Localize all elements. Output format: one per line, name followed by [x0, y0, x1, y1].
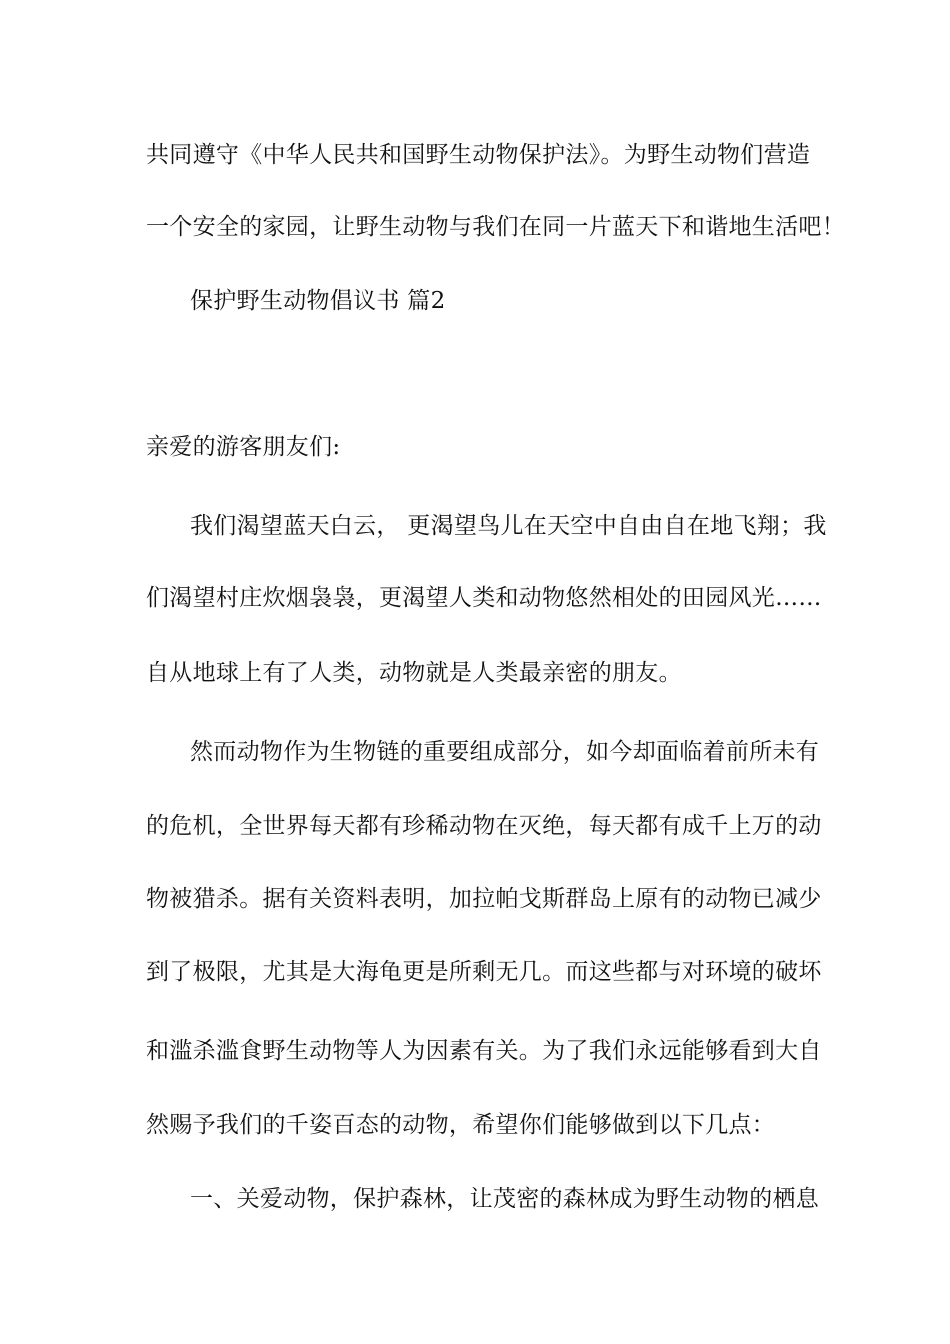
- body-text-line: 和滥杀滥食野生动物等人为因素有关。为了我们永远能够看到大自: [146, 1038, 822, 1064]
- body-text-line: 的危机，全世界每天都有珍稀动物在灭绝，每天都有成千上万的动: [146, 813, 822, 839]
- body-text-line: 一个安全的家园，让野生动物与我们在同一片蓝天下和谐地生活吧！: [146, 214, 845, 240]
- body-text-line: 们渴望村庄炊烟袅袅，更渴望人类和动物悠然相处的田园风光……: [146, 585, 822, 611]
- body-text-line: 一、关爱动物，保护森林，让茂密的森林成为野生动物的栖息: [190, 1186, 820, 1212]
- body-text-line: 然而动物作为生物链的重要组成部分，如今却面临着前所未有: [190, 739, 820, 765]
- body-text-line: 自从地球上有了人类，动物就是人类最亲密的朋友。: [146, 660, 682, 686]
- body-text-line: 我们渴望蓝天白云， 更渴望鸟儿在天空中自由自在地飞翔；我: [190, 513, 827, 539]
- section-heading: 保护野生动物倡议书 篇2: [190, 288, 446, 314]
- salutation: 亲爱的游客朋友们:: [146, 434, 341, 460]
- body-text-line: 到了极限，尤其是大海龟更是所剩无几。而这些都与对环境的破坏: [146, 959, 822, 985]
- body-text-line: 然赐予我们的千姿百态的动物，希望你们能够做到以下几点：: [146, 1112, 776, 1138]
- body-text-line: 物被猎杀。据有关资料表明，加拉帕戈斯群岛上原有的动物已减少: [146, 886, 822, 912]
- body-text-line: 共同遵守《中华人民共和国野生动物保护法》。为野生动物们营造: [146, 142, 811, 168]
